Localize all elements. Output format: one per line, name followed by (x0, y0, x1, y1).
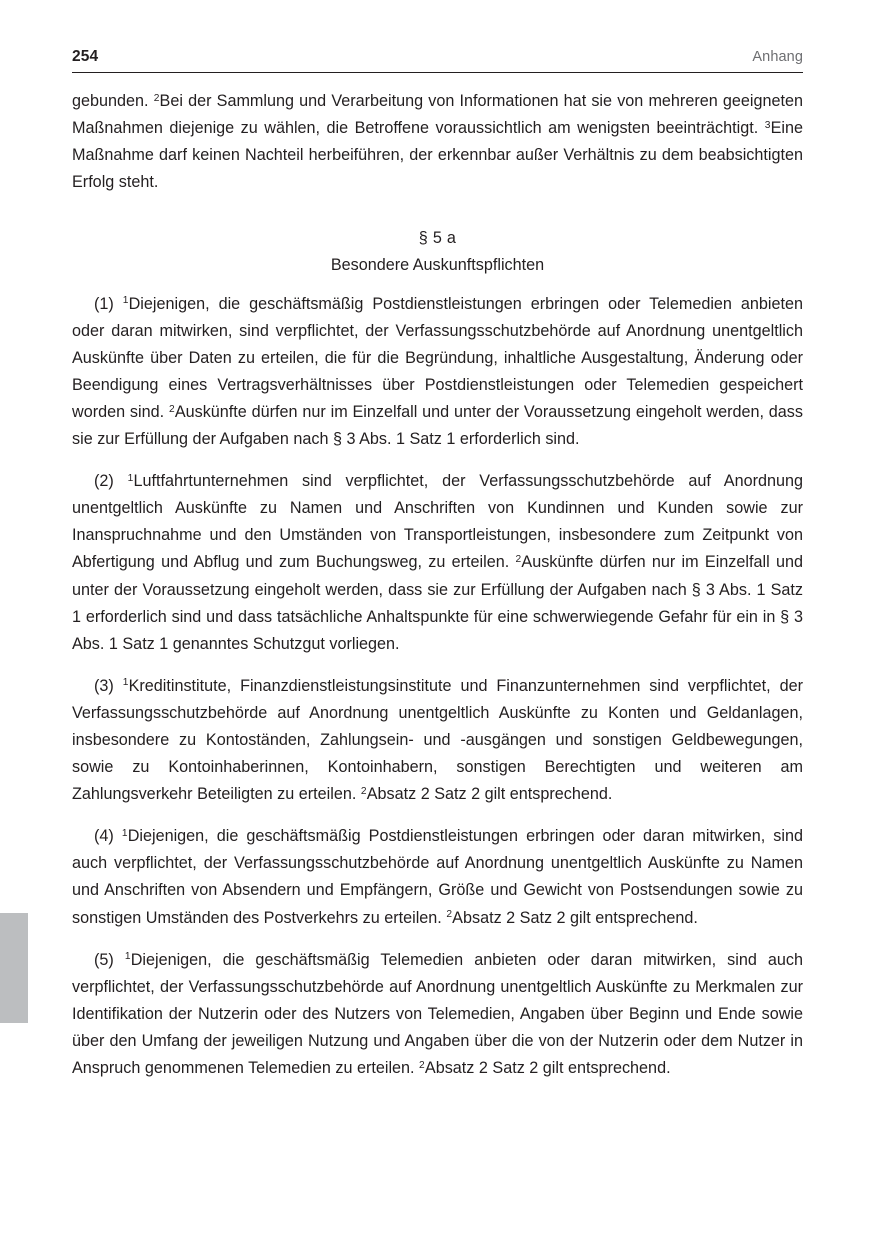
paragraph-absatz-4 (72, 823, 803, 931)
section-title: Besondere Auskunftspflichten (330, 256, 545, 275)
paragraph-absatz-3 (72, 673, 803, 808)
absatz-2-marker: (2) (94, 472, 128, 491)
running-head (72, 48, 803, 73)
absatz-3-sentence-2: Absatz 2 Satz 2 gilt entsprechend. (366, 785, 613, 804)
sentence-number-1: 1 (122, 677, 129, 689)
absatz-4-sentence-1: Diejenigen, die geschäftsmäßig Postdienstleistungen erbringen oder daran mitwirken, sind auch verpflichtet, der Verfassungsschutzbehörde auf Anordnung unentgeltlich Auskünfte zu Namen und Anschriften von Absendern und Empfängern, Größe und Gewicht von Postsendungen sowie zu sonstigen Umständen des Postverkehrs zu erteilen. (72, 827, 803, 927)
sentence-number-2: 2 (360, 785, 367, 797)
sentence-number-1: 1 (122, 295, 129, 307)
absatz-1-marker: (1) (94, 294, 123, 313)
sentence-number-2: 2 (446, 909, 452, 921)
absatz-3-sentence-1: Kreditinstitute, Finanzdienstleistungsinstitute und Finanzunternehmen sind verpflichtet, der Verfassungsschutzbehörde auf Anordnung unentgeltlich Auskünfte zu Konten und Geldanlagen, insbesondere zu Kontoständen, Zahlungsein- und -ausgängen und sonstigen Geldbewegungen, sowie zu Kontoinhaberinnen, Kontoinhabern, sonstigen Berechtigten und weiteren am Zahlungsverkehr Beteiligten zu erteilen. (72, 676, 803, 804)
sentence-number-3: 3 (764, 119, 771, 131)
absatz-4-sentence-2: Absatz 2 Satz 2 gilt entsprechend. (452, 908, 698, 927)
paragraph-intro (72, 88, 803, 196)
absatz-2-sentence-1: Luftfahrtunternehmen sind verpflichtet, der Verfassungsschutzbehörde auf Anordnung unentgeltlich Auskünfte zu Namen und Anschriften von Kundinnen und Kunden sowie zur Inanspruchnahme und den Umständen von Transportleistungen, insbesondere zum Zeitpunkt von Abfertigung und Abflug und zum Buchungsweg, zu erteilen. (72, 472, 803, 572)
absatz-5-sentence-2: Absatz 2 Satz 2 gilt entsprechend. (424, 1059, 671, 1077)
absatz-1-sentence-1: Diejenigen, die geschäftsmäßig Postdienstleistungen erbringen oder Telemedien anbieten oder daran mitwirken, sind verpflichtet, der Verfassungsschutzbehörde auf Anordnung unentgeltlich Auskünfte über Daten zu erteilen, die für die Begründung, inhaltliche Ausgestaltung, Änderung oder Beendigung eines Vertragsverhältnisses über Postdienstleistungen oder Telemedien gespeichert worden sind. (72, 294, 803, 421)
sentence-number-2: 2 (153, 92, 160, 104)
page-number: 254 (72, 48, 99, 65)
absatz-2-sentence-2: Auskünfte dürfen nur im Einzelfall und unter der Voraussetzung eingeholt werden, dass sie zur Erfüllung der Aufgaben nach § 3 Abs. 1 Satz 1 erforderlich sind und dass tatsächliche Anhaltspunkte für eine schwerwiegende Gefahr für ein in § 3 Abs. 1 Satz 1 genanntes Schutzgut vorliegen. (72, 553, 803, 653)
intro-sentence-2: Bei der Sammlung und Verarbeitung von Informationen hat sie von mehreren geeigneten Maßnahmen diejenige zu wählen, die Betroffene voraussichtlich am wenigsten beeinträchtigt. (72, 92, 803, 138)
text-column (72, 88, 803, 1082)
absatz-1-sentence-2: Auskünfte dürfen nur im Einzelfall und unter der Voraussetzung eingeholt werden, dass sie zur Erfüllung der Aufgaben nach § 3 Abs. 1 Satz 1 erforderlich sind. (72, 402, 803, 449)
absatz-5-sentence-1: Diejenigen, die geschäftsmäßig Telemedien anbieten oder daran mitwirken, sind auch verpflichtet, der Verfassungsschutzbehörde auf Anordnung unentgeltlich Auskünfte zu Merkmalen zur Identifikation der Nutzerin oder des Nutzers von Telemedien, Angaben über Beginn und Ende sowie über den Umfang der jeweiligen Nutzung und Angaben über die von der Nutzerin oder dem Nutzer in Anspruch genommenen Telemedien zu erteilen. (72, 950, 803, 1077)
sentence-number-2: 2 (419, 1059, 425, 1071)
intro-sentence-1-tail: gebunden. (72, 92, 154, 110)
section-number: § 5 a (418, 229, 457, 248)
running-head-title: Anhang (752, 49, 803, 65)
sentence-number-2: 2 (168, 403, 175, 415)
sentence-number-1: 1 (121, 827, 128, 839)
intro-sentence-3: Eine Maßnahme darf keinen Nachteil herbeiführen, der erkennbar außer Verhältnis zu dem beabsichtigten Erfolg steht. (72, 119, 803, 192)
paragraph-absatz-1 (72, 291, 803, 454)
absatz-4-marker: (4) (94, 827, 122, 846)
absatz-5-marker: (5) (94, 950, 125, 969)
sentence-number-1: 1 (124, 951, 131, 963)
paragraph-absatz-5 (72, 947, 803, 1082)
sentence-number-2: 2 (515, 554, 522, 566)
absatz-3-marker: (3) (94, 676, 123, 695)
paragraph-absatz-2 (72, 468, 803, 658)
thumb-index-tab (0, 913, 28, 1023)
section-heading (72, 225, 803, 279)
sentence-number-1: 1 (127, 472, 134, 484)
